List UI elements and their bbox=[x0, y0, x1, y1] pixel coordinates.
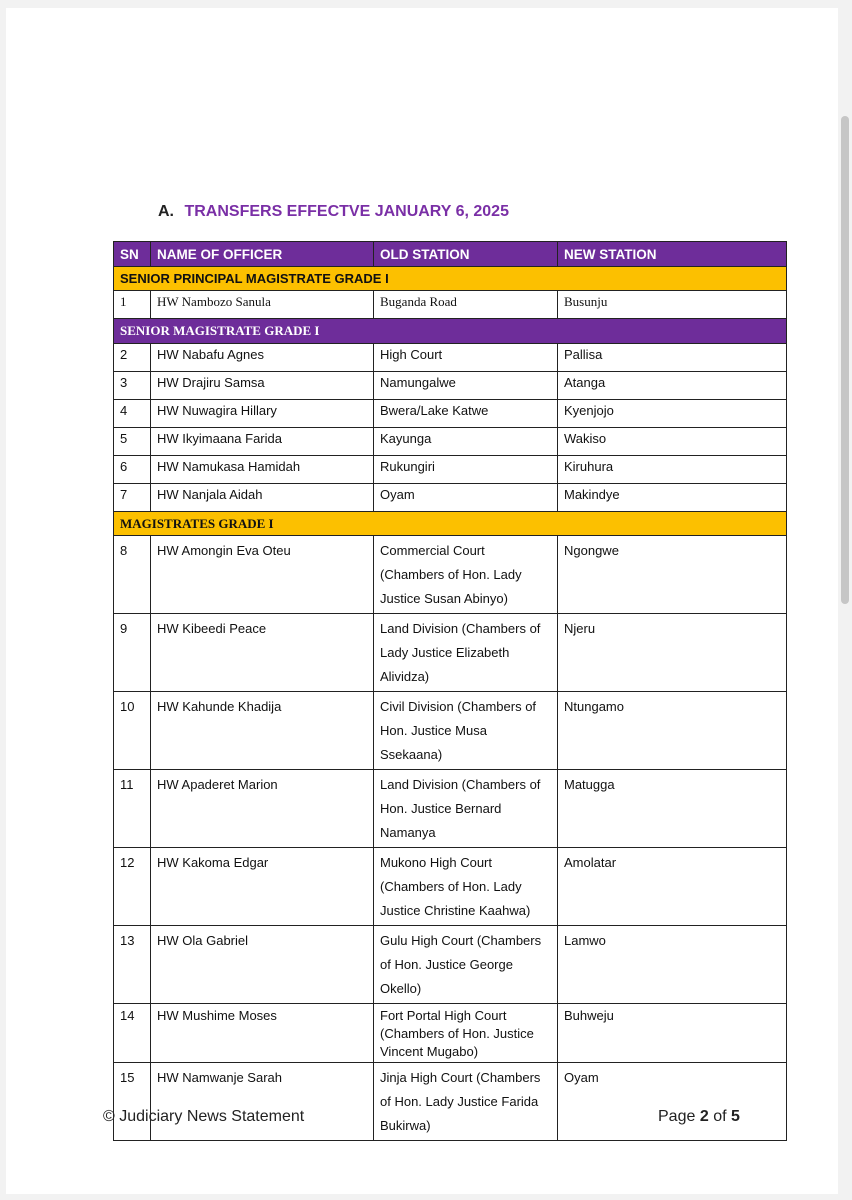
cell-sn: 8 bbox=[114, 536, 151, 614]
cell-old-station: Land Division (Chambers of Hon. Justice Bernard Namanya bbox=[374, 770, 558, 848]
cell-sn: 14 bbox=[114, 1004, 151, 1063]
cell-new-station: Makindye bbox=[558, 484, 787, 512]
cell-new-station: Lamwo bbox=[558, 926, 787, 1004]
cell-name: HW Nanjala Aidah bbox=[151, 484, 374, 512]
cell-name: HW Nambozo Sanula bbox=[151, 291, 374, 319]
cell-name: HW Kakoma Edgar bbox=[151, 848, 374, 926]
table-row bbox=[114, 614, 787, 692]
cell-old-station: Jinja High Court (Chambers of Hon. Lady Justice Farida Bukirwa) bbox=[374, 1063, 558, 1141]
cell-name: HW Nuwagira Hillary bbox=[151, 400, 374, 428]
cell-sn: 10 bbox=[114, 692, 151, 770]
table-row bbox=[114, 291, 787, 319]
cell-name: HW Namwanje Sarah bbox=[151, 1063, 374, 1141]
cell-new-station: Buhweju bbox=[558, 1004, 787, 1063]
table-row bbox=[114, 484, 787, 512]
cell-new-station: Amolatar bbox=[558, 848, 787, 926]
cell-sn: 11 bbox=[114, 770, 151, 848]
cell-name: HW Ola Gabriel bbox=[151, 926, 374, 1004]
table-row bbox=[114, 400, 787, 428]
section-letter: A. bbox=[158, 203, 174, 220]
cell-name: HW Nabafu Agnes bbox=[151, 344, 374, 372]
cell-new-station: Oyam bbox=[558, 1063, 787, 1141]
cell-old-station: Bwera/Lake Katwe bbox=[374, 400, 558, 428]
cell-sn: 6 bbox=[114, 456, 151, 484]
cell-new-station: Ntungamo bbox=[558, 692, 787, 770]
group-row bbox=[114, 267, 787, 291]
cell-old-station: Mukono High Court (Chambers of Hon. Lady Justice Christine Kaahwa) bbox=[374, 848, 558, 926]
cell-old-station: Oyam bbox=[374, 484, 558, 512]
header-sn: SN bbox=[114, 242, 151, 267]
header-new-station: NEW STATION bbox=[558, 242, 787, 267]
page-prefix: Page bbox=[658, 1108, 696, 1125]
cell-old-station: Kayunga bbox=[374, 428, 558, 456]
cell-old-station: Land Division (Chambers of Lady Justice Elizabeth Alividza) bbox=[374, 614, 558, 692]
cell-name: HW Drajiru Samsa bbox=[151, 372, 374, 400]
cell-sn: 1 bbox=[114, 291, 151, 319]
cell-old-station: Fort Portal High Court (Chambers of Hon. Justice Vincent Mugabo) bbox=[374, 1004, 558, 1063]
cell-old-station: Buganda Road bbox=[374, 291, 558, 319]
section-title: TRANSFERS EFFECTVE JANUARY 6, 2025 bbox=[184, 203, 509, 220]
cell-new-station: Njeru bbox=[558, 614, 787, 692]
cell-old-station: Commercial Court (Chambers of Hon. Lady Justice Susan Abinyo) bbox=[374, 536, 558, 614]
cell-new-station: Wakiso bbox=[558, 428, 787, 456]
cell-old-station: High Court bbox=[374, 344, 558, 372]
table-row bbox=[114, 1063, 787, 1141]
cell-name: HW Ikyimaana Farida bbox=[151, 428, 374, 456]
table-row bbox=[114, 536, 787, 614]
table-row bbox=[114, 428, 787, 456]
cell-name: HW Kibeedi Peace bbox=[151, 614, 374, 692]
cell-name: HW Apaderet Marion bbox=[151, 770, 374, 848]
cell-sn: 12 bbox=[114, 848, 151, 926]
table-row bbox=[114, 926, 787, 1004]
section-heading bbox=[158, 203, 509, 221]
cell-old-station: Civil Division (Chambers of Hon. Justice Musa Ssekaana) bbox=[374, 692, 558, 770]
group-title: SENIOR PRINCIPAL MAGISTRATE GRADE I bbox=[114, 267, 787, 291]
footer-page-number bbox=[658, 1108, 740, 1126]
cell-sn: 13 bbox=[114, 926, 151, 1004]
group-row bbox=[114, 319, 787, 344]
cell-sn: 3 bbox=[114, 372, 151, 400]
cell-old-station: Namungalwe bbox=[374, 372, 558, 400]
footer-source: © Judiciary News Statement bbox=[103, 1108, 305, 1125]
cell-new-station: Matugga bbox=[558, 770, 787, 848]
cell-old-station: Rukungiri bbox=[374, 456, 558, 484]
table-row bbox=[114, 456, 787, 484]
group-title: SENIOR MAGISTRATE GRADE I bbox=[114, 319, 787, 344]
cell-new-station: Pallisa bbox=[558, 344, 787, 372]
scrollbar-thumb[interactable] bbox=[841, 116, 849, 604]
table-row bbox=[114, 770, 787, 848]
cell-new-station: Kiruhura bbox=[558, 456, 787, 484]
cell-new-station: Atanga bbox=[558, 372, 787, 400]
cell-old-station: Gulu High Court (Chambers of Hon. Justice George Okello) bbox=[374, 926, 558, 1004]
group-row bbox=[114, 512, 787, 536]
cell-name: HW Amongin Eva Oteu bbox=[151, 536, 374, 614]
cell-new-station: Busunju bbox=[558, 291, 787, 319]
cell-sn: 9 bbox=[114, 614, 151, 692]
table-row bbox=[114, 848, 787, 926]
cell-name: HW Mushime Moses bbox=[151, 1004, 374, 1063]
table-row bbox=[114, 692, 787, 770]
cell-sn: 5 bbox=[114, 428, 151, 456]
cell-sn: 7 bbox=[114, 484, 151, 512]
table-header-row bbox=[114, 242, 787, 267]
group-title: MAGISTRATES GRADE I bbox=[114, 512, 787, 536]
table-row bbox=[114, 1004, 787, 1063]
cell-name: HW Kahunde Khadija bbox=[151, 692, 374, 770]
cell-sn: 15 bbox=[114, 1063, 151, 1141]
cell-new-station: Kyenjojo bbox=[558, 400, 787, 428]
cell-sn: 4 bbox=[114, 400, 151, 428]
transfers-table bbox=[113, 241, 787, 1141]
header-old-station: OLD STATION bbox=[374, 242, 558, 267]
cell-new-station: Ngongwe bbox=[558, 536, 787, 614]
table-row bbox=[114, 372, 787, 400]
page-of: of bbox=[713, 1108, 727, 1125]
cell-sn: 2 bbox=[114, 344, 151, 372]
cell-name: HW Namukasa Hamidah bbox=[151, 456, 374, 484]
page-total: 5 bbox=[730, 1108, 740, 1125]
header-name: NAME OF OFFICER bbox=[151, 242, 374, 267]
table-row bbox=[114, 344, 787, 372]
page-current: 2 bbox=[699, 1108, 709, 1125]
